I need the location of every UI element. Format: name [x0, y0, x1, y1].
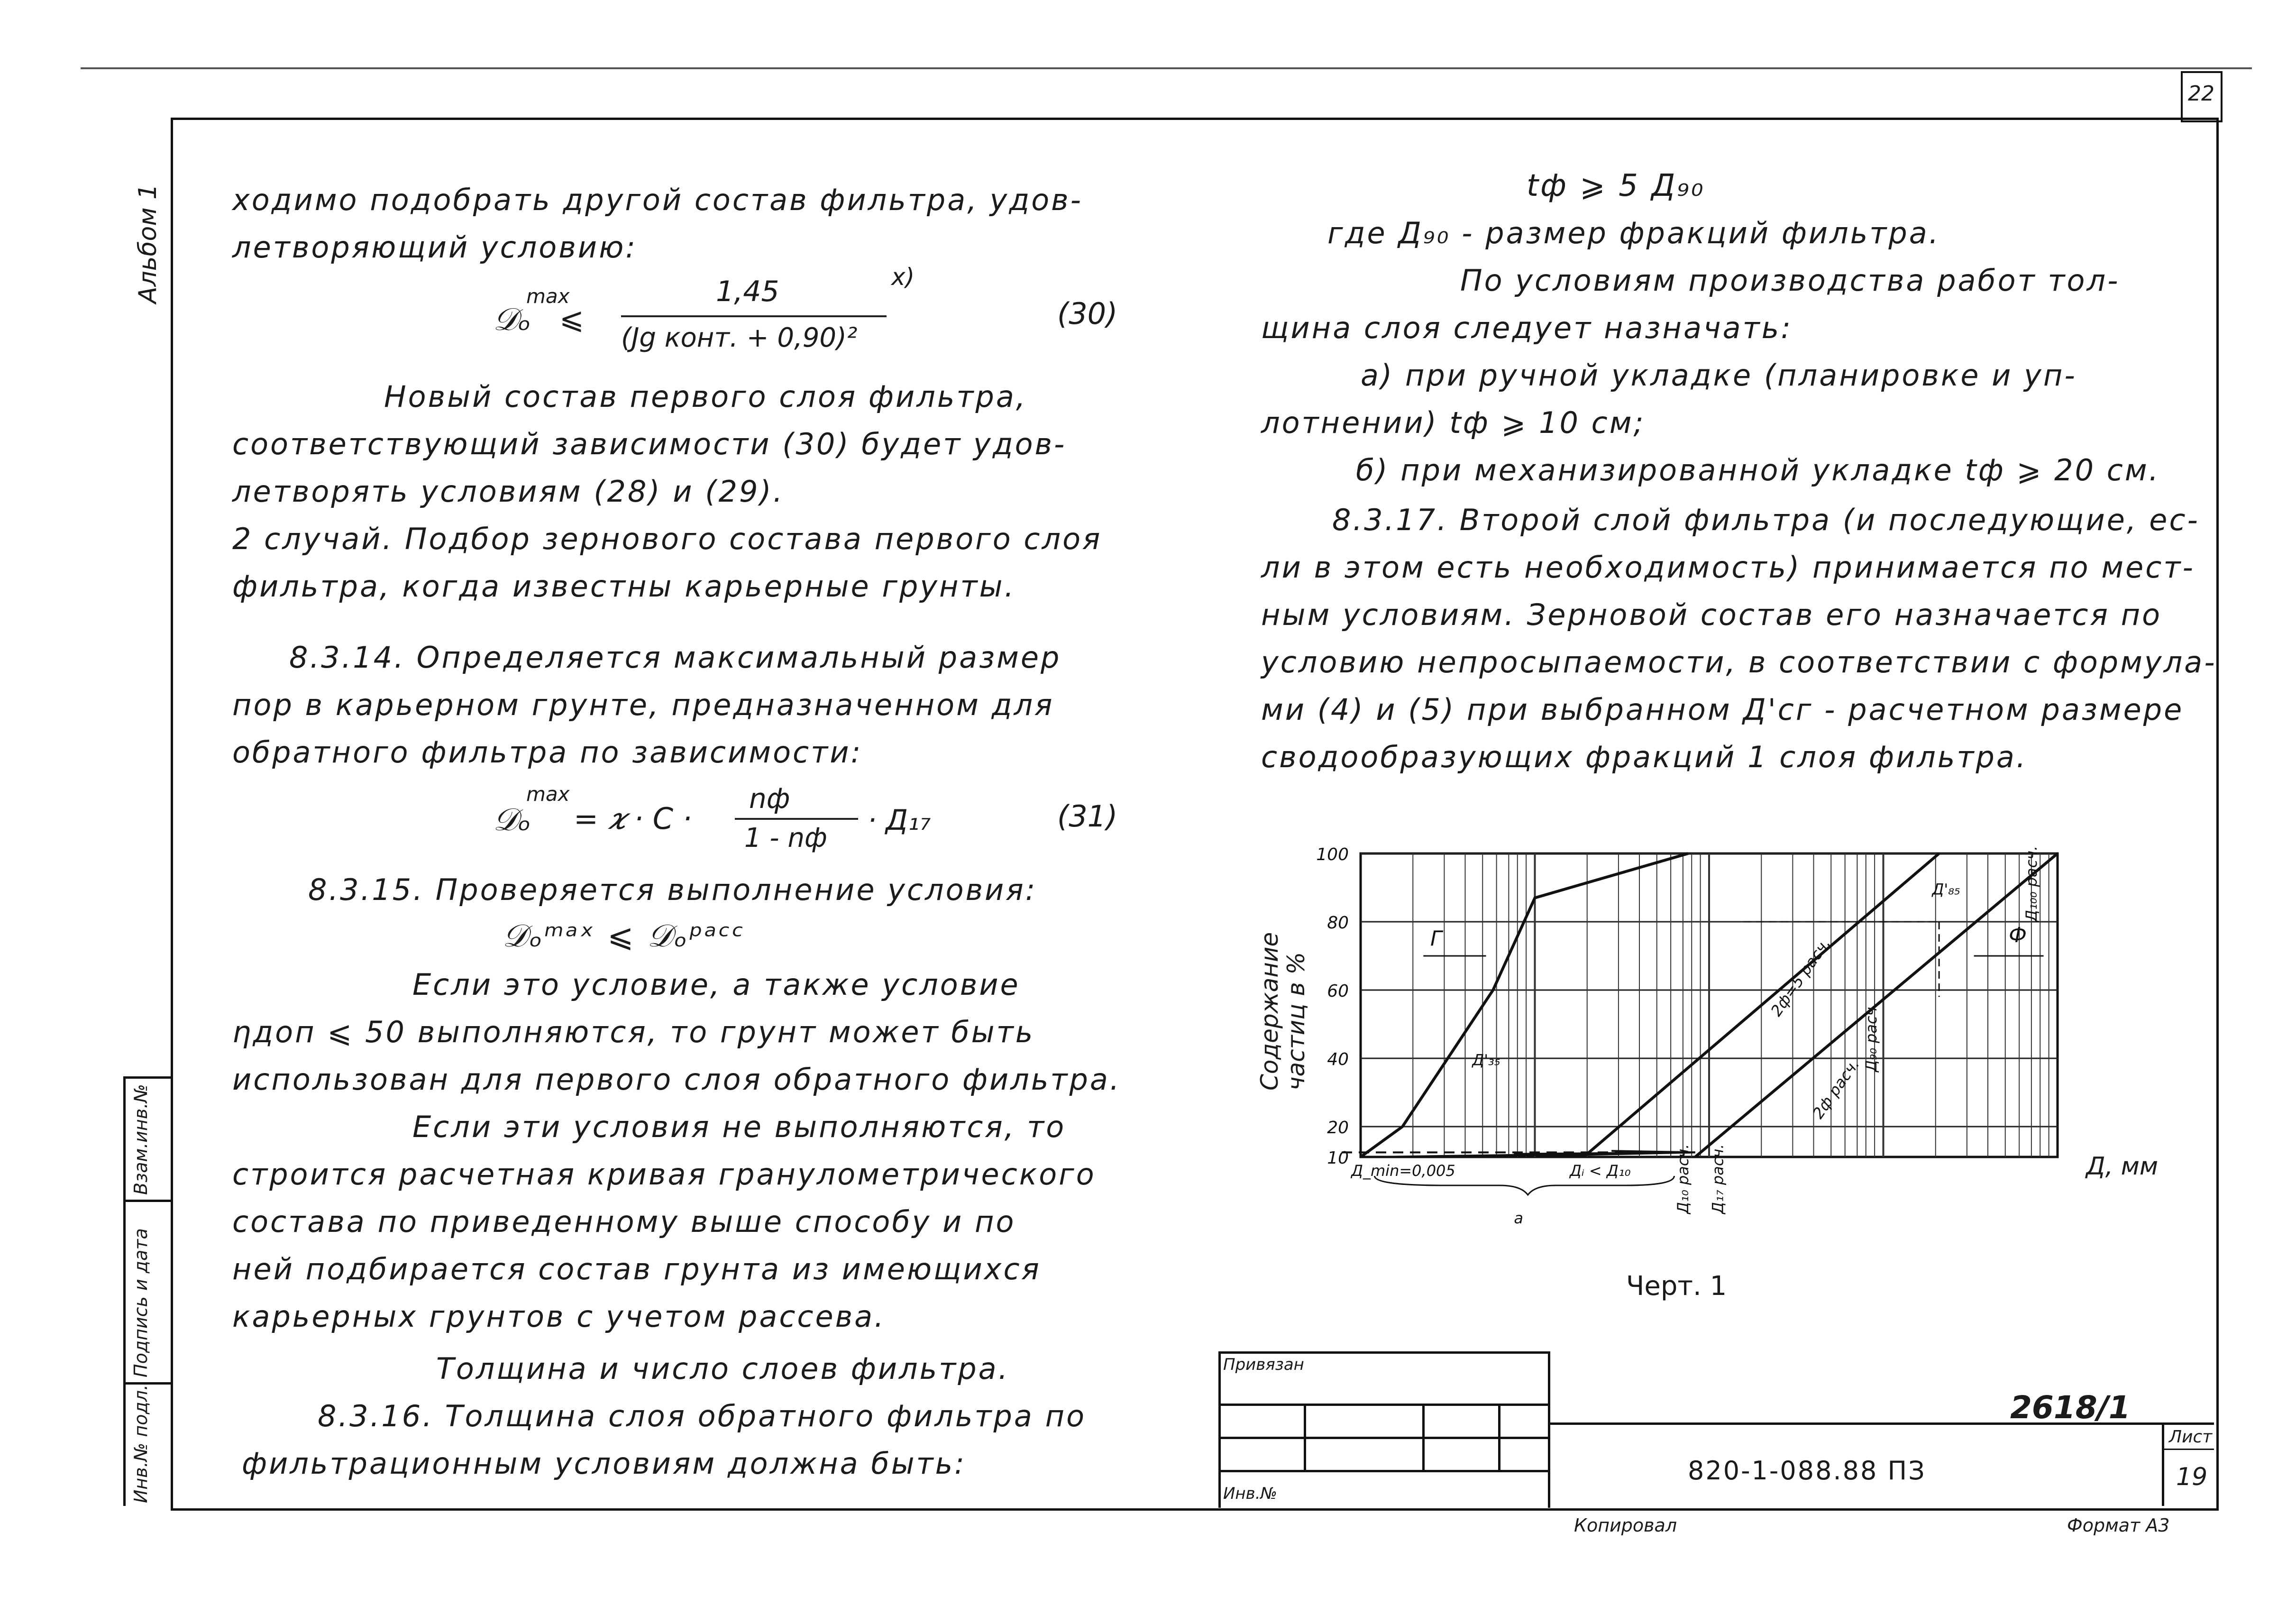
left-8314-3: обратного фильтра по зависимости:: [232, 735, 863, 770]
left-para30-4: 2 случай. Подбор зернового состава первого слоя: [232, 522, 1102, 556]
f31-lhs-sup: max: [526, 782, 570, 806]
chart-annotation: Д'₃₅: [1472, 1051, 1500, 1069]
left-if-8: карьерных грунтов с учетом рассева.: [232, 1299, 886, 1334]
chart-labels: [1316, 845, 2043, 1227]
stamp-left: [1218, 1351, 1221, 1508]
stamp-sheet-label: Лист: [2169, 1427, 2213, 1447]
stamp-top: [1218, 1351, 1550, 1354]
stamp-sheet-number: 19: [2176, 1463, 2208, 1491]
chart-y-tick-label: 10: [1327, 1148, 1349, 1168]
right-formula-tf: tф ⩾ 5 Д₉₀: [1527, 168, 1705, 203]
left-para30-5: фильтра, когда известны карьерные грунты.: [232, 569, 1016, 604]
side-field-inv: Инв.№ подл.: [130, 1384, 151, 1503]
left-8314-2: пор в карьерном грунте, предназначенном для: [232, 688, 1054, 722]
left-8316-2: фильтрационным условиям должна быть:: [242, 1446, 967, 1481]
left-if-6: состава по приведенному выше способу и по: [232, 1204, 1016, 1239]
stamp-right-small: [1548, 1351, 1550, 1508]
side-album-label: Альбом 1: [134, 184, 162, 303]
chart-series-label-g: Г: [1430, 927, 1442, 951]
f31-fraction-bar: [735, 818, 858, 820]
chart-lines: [1342, 853, 2058, 1195]
chart-annotation: Д₁₇ расч.: [1709, 1144, 1727, 1214]
f30-number: (30): [1057, 296, 1118, 331]
stamp-col-1: [1304, 1404, 1306, 1470]
corner-number: 22: [2188, 82, 2214, 106]
left-para30-3: летворять условиям (28) и (29).: [232, 474, 785, 509]
left-8316-1: 8.3.16. Толщина слоя обратного фильтра по: [318, 1399, 1087, 1433]
f30-rel: ⩽: [559, 301, 584, 336]
chart-series-label-f: Ф: [2009, 923, 2027, 948]
f30-footnote: x): [891, 263, 915, 291]
left-para30-2: соответствующий зависимости (30) будет удов-: [232, 427, 1067, 461]
stamp-handwritten: 2618/1: [2010, 1389, 2131, 1426]
chart-annotation: Д'₈₅: [1932, 880, 1960, 899]
chart-annotation: Д_min=0,005: [1351, 1162, 1455, 1180]
chart-annotation: а: [1514, 1209, 1524, 1227]
f31-denominator: 1 - nф: [744, 823, 827, 853]
formula-30: [493, 263, 1133, 370]
margin-line: [123, 1076, 126, 1506]
side-field-podpis: Подпись и дата: [130, 1228, 151, 1377]
f30-lhs-sup: max: [526, 284, 570, 308]
stamp-format: Формат А3: [2067, 1515, 2170, 1536]
f30-fraction-bar: [621, 315, 887, 317]
chart-y-tick-label: 100: [1316, 845, 1349, 864]
chart-caption: Черт. 1: [1626, 1271, 1727, 1302]
sheet-box-mid: [2162, 1449, 2214, 1450]
stamp-inv: Инв.№: [1223, 1484, 1277, 1503]
stamp-doc-number: 820-1-088.88 ПЗ: [1688, 1456, 1926, 1486]
right-line-4: а) при ручной укладке (планировке и уп-: [1361, 358, 2077, 393]
stamp-row-1: [1218, 1404, 1550, 1406]
margin-line-h1: [123, 1076, 171, 1079]
right-line-7: 8.3.17. Второй слой фильтра (и последующие, ес-: [1332, 503, 2200, 537]
f31-numerator: nф: [749, 782, 790, 815]
right-line-2: По условиям производства работ тол-: [1460, 263, 2120, 298]
chart-annotation: 2ф=5 расч.: [1767, 935, 1834, 1020]
left-line-2: летворяющий условию:: [232, 230, 638, 265]
right-line-11: ми (4) и (5) при выбранном Д'сг - расчетном размере: [1261, 692, 2184, 727]
f31-number: (31): [1057, 799, 1118, 834]
left-if-7: ней подбирается состав грунта из имеющихся: [232, 1252, 1041, 1286]
left-if-5: строится расчетная кривая гранулометрического: [232, 1157, 1096, 1192]
top-rule: [81, 67, 2252, 69]
left-heading-thickness: Толщина и число слоев фильтра.: [436, 1351, 1010, 1386]
right-line-10: условию непросыпаемости, в соответствии с формула-: [1261, 645, 2217, 679]
left-para30-1: Новый состав первого слоя фильтра,: [384, 379, 1027, 414]
chart-ylabel: Содержание частиц в %: [1256, 932, 1310, 1091]
right-line-6: б) при механизированной укладке tф ⩾ 20 см.: [1356, 453, 2160, 487]
f30-lhs: 𝒟ₒ: [493, 301, 531, 338]
chart-xlabel: Д, мм: [2086, 1152, 2159, 1181]
left-8315: 8.3.15. Проверяется выполнение условия:: [308, 872, 1037, 907]
chart-annotation: Д₁₀₀ расч.: [2022, 845, 2040, 922]
f31-lhs: 𝒟ₒ: [493, 801, 531, 838]
f31-middle: = 𝜘 · C ·: [574, 801, 692, 836]
chart-grid: [1361, 853, 2058, 1157]
stamp-row-2: [1218, 1437, 1550, 1439]
right-line-12: сводообразующих фракций 1 слоя фильтра.: [1261, 740, 2028, 774]
right-line-3: щина слоя следует назначать:: [1261, 311, 1793, 345]
stamp-row-3: [1218, 1470, 1550, 1472]
left-if-2: ηдоп ⩽ 50 выполняются, то грунт может быть: [232, 1015, 1035, 1049]
left-if-1: Если это условие, а также условие: [412, 967, 1020, 1002]
right-line-1: где Д₉₀ - размер фракций фильтра.: [1327, 216, 1940, 250]
chart-y-tick-label: 20: [1327, 1118, 1349, 1138]
left-if-3: использован для первого слоя обратного фильтра.: [232, 1062, 1121, 1097]
right-line-9: ным условиям. Зерновой состав его назначается по: [1261, 597, 2162, 632]
left-8314-1: 8.3.14. Определяется максимальный размер: [289, 640, 1061, 675]
chart-y-tick-label: 80: [1327, 913, 1349, 933]
chart-y-tick-label: 60: [1327, 982, 1349, 1001]
left-line-1: ходимо подобрать другой состав фильтра, удов-: [232, 183, 1083, 217]
side-field-vzam: Взам.инв.№: [130, 1084, 151, 1195]
formula-31: [493, 778, 1133, 858]
right-line-5: лотнении) tф ⩾ 10 см;: [1261, 405, 1646, 440]
chart-annotation: 2ф расч.: [1809, 1055, 1863, 1122]
chart-annotation: Д₁₀ расч.: [1674, 1144, 1692, 1214]
sheet-box-left: [2162, 1422, 2164, 1506]
stamp-col-2: [1422, 1404, 1425, 1470]
stamp-privyazan: Привязан: [1223, 1355, 1304, 1374]
stamp-copied: Копировал: [1574, 1515, 1677, 1536]
f31-tail: · Д₁₇: [868, 804, 931, 837]
right-line-8: ли в этом есть необходимость) принимается по мест-: [1261, 550, 2195, 585]
left-condition: 𝒟ₒᵐᵃˣ ⩽ 𝒟ₒᵖᵃᶜᶜ: [503, 918, 746, 954]
chart-annotation: Дᵢ < Д₁₀: [1570, 1162, 1631, 1180]
chart-annotation: Д₉₀ расч.: [1862, 1002, 1880, 1072]
f30-denominator: (Jg конт. + 0,90)²: [621, 322, 858, 353]
margin-line-h2: [123, 1200, 171, 1202]
chart-y-tick-label: 40: [1327, 1050, 1349, 1069]
left-if-4: Если эти условия не выполняются, то: [412, 1110, 1066, 1144]
granulometry-chart: [1233, 835, 2190, 1309]
stamp-col-3: [1498, 1404, 1500, 1470]
f30-numerator: 1,45: [716, 275, 779, 308]
